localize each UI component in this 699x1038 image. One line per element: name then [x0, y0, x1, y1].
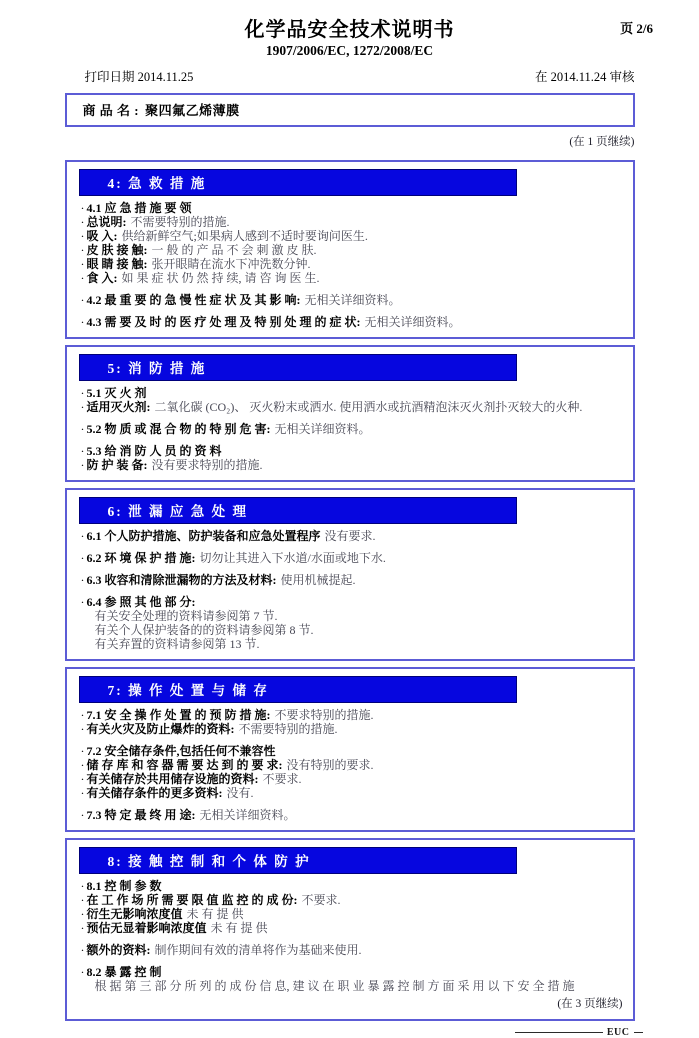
field-value: 不要求. — [262, 772, 302, 786]
field-label: 6.2 环 境 保 护 措 施: — [86, 551, 196, 565]
meta-row — [65, 67, 635, 85]
field-value: 没有要求特别的措施. — [151, 458, 263, 472]
field-label: 有关储存条件的更多资料: — [86, 786, 223, 800]
section-4-line — [79, 315, 623, 329]
bullet-dot: · — [80, 893, 85, 907]
field-label: 5.3 给 消 防 人 员 的 资 料 — [86, 444, 222, 458]
section-box-5 — [65, 345, 635, 482]
field-value: 二氧化碳 (CO₂)、 灭火粉末或洒水. 使用洒水或抗酒精泡沫灭火剂扑灭较大的火种. — [154, 400, 583, 414]
field-value: 无相关详细资料。 — [304, 293, 401, 307]
section-7-line — [79, 758, 623, 772]
section-8-line — [79, 943, 623, 957]
section-4-line — [79, 215, 623, 229]
field-value: 使用机械提起. — [280, 573, 356, 587]
bullet-dot: · — [80, 422, 85, 436]
field-value: 不要求特别的措施. — [274, 708, 374, 722]
bullet-dot: · — [80, 808, 85, 822]
field-label: 6.1 个人防护措施、防护装备和应急处置程序 — [86, 529, 321, 543]
field-value: 没有. — [226, 786, 254, 800]
section-4-line — [79, 201, 623, 215]
section-header-5: 5: 消 防 措 施 — [79, 354, 517, 381]
field-label: 适用灭火剂: — [86, 400, 151, 414]
field-label: 皮 肤 接 触: — [86, 243, 148, 257]
section-6-line — [79, 529, 623, 543]
product-name-box — [65, 93, 635, 127]
field-value: 制作期间有效的清单将作为基础来使用. — [154, 943, 362, 957]
field-label: 7.2 安全储存条件,包括任何不兼容性 — [86, 744, 276, 758]
bullet-dot: · — [80, 293, 85, 307]
section-6-line — [79, 609, 623, 623]
bullet-dot: · — [80, 595, 85, 609]
section-4-line — [79, 293, 623, 307]
field-label: 4.3 需 要 及 时 的 医 疗 处 理 及 特 别 处 理 的 症 状: — [86, 315, 361, 329]
field-label: 5.2 物 质 或 混 合 物 的 特 别 危 害: — [86, 422, 271, 436]
footer-code: EUC — [606, 1027, 630, 1038]
field-value: 有关弃置的资料请参阅第 13 节. — [94, 637, 260, 651]
section-box-7 — [65, 667, 635, 832]
section-4-line — [79, 271, 623, 285]
field-value: 根 据 第 三 部 分 所 列 的 成 份 信 息, 建 议 在 职 业 暴 露 控 制 方 面 采 用 以 下 安 全 措 施 — [94, 979, 575, 993]
bullet-dot: · — [80, 907, 85, 921]
section-4-line — [79, 243, 623, 257]
section-header-6: 6: 泄 漏 应 急 处 理 — [79, 497, 517, 524]
field-label: 4.1 应 急 措 施 要 领 — [86, 201, 192, 215]
field-value: 有关安全处理的资料请参阅第 7 节. — [94, 609, 278, 623]
bullet-dot: · — [80, 573, 85, 587]
bullet-dot: · — [80, 271, 85, 285]
section-box-8 — [65, 838, 635, 1021]
field-value: 切勿让其进入下水道/水面或地下水. — [199, 551, 386, 565]
section-7-line — [79, 786, 623, 800]
sections-container — [65, 160, 635, 1021]
field-label: 7.3 特 定 最 终 用 途: — [86, 808, 196, 822]
field-value: 未 有 提 供 — [186, 907, 244, 921]
field-label: 5.1 灭 火 剂 — [86, 386, 147, 400]
section-7-line — [79, 772, 623, 786]
field-label: 额外的资料: — [86, 943, 151, 957]
bullet-dot: · — [80, 458, 85, 472]
section-8-line — [79, 921, 623, 935]
bullet-dot: · — [80, 215, 85, 229]
continued-from-note: (在 1 页继续) — [569, 136, 635, 148]
continued-note: (在 3 页继续) — [557, 998, 623, 1010]
section-box-4 — [65, 160, 635, 339]
bullet-dot: · — [80, 201, 85, 215]
bullet-dot: · — [80, 772, 85, 786]
field-label: 预估无显着影响浓度值 — [86, 921, 207, 935]
bullet-dot: · — [80, 386, 85, 400]
section-header-7: 7: 操 作 处 置 与 储 存 — [79, 676, 517, 703]
bullet-dot: · — [80, 965, 85, 979]
field-value: 不需要特别的措施. — [130, 215, 230, 229]
section-6-line — [79, 551, 623, 565]
footer-divider-line-short — [634, 1032, 643, 1033]
bullet-dot: · — [80, 315, 85, 329]
bullet-dot: · — [80, 551, 85, 565]
bullet-dot: · — [80, 879, 85, 893]
section-8-line — [79, 907, 623, 921]
section-header-8: 8: 接 触 控 制 和 个 体 防 护 — [79, 847, 517, 874]
field-label: 8.1 控 制 参 数 — [86, 879, 162, 893]
field-value: 有关个人保护装备的的资料请参阅第 8 节. — [94, 623, 314, 637]
field-label: 6.4 参 照 其 他 部 分: — [86, 595, 196, 609]
section-4-line — [79, 257, 623, 271]
section-4-line — [79, 229, 623, 243]
section-8-line — [79, 879, 623, 893]
section-8-line — [79, 979, 623, 993]
bullet-dot: · — [80, 921, 85, 935]
review-date: 在 2014.11.24 审核 — [534, 70, 635, 84]
field-label: 6.3 收容和清除泄漏物的方法及材料: — [86, 573, 277, 587]
field-value: 一 般 的 产 品 不 会 刺 激 皮 肤. — [151, 243, 317, 257]
bullet-dot: · — [80, 744, 85, 758]
field-label: 有关火灾及防止爆炸的资料: — [86, 722, 235, 736]
section-7-line — [79, 708, 623, 722]
field-label: 总说明: — [86, 215, 127, 229]
field-label: 在 工 作 场 所 需 要 限 值 监 控 的 成 份: — [86, 893, 298, 907]
section-6-line — [79, 623, 623, 637]
field-label: 储 存 库 和 容 器 需 要 达 到 的 要 求: — [86, 758, 283, 772]
field-value: 供给新鲜空气;如果病人感到不适时要询问医生. — [121, 229, 368, 243]
section-6-line — [79, 637, 623, 651]
product-name-value: 聚四氟乙烯薄膜 — [145, 103, 240, 118]
bullet-dot: · — [80, 758, 85, 772]
field-label: 衍生无影响浓度值 — [86, 907, 183, 921]
field-value: 不要求. — [301, 893, 341, 907]
section-box-6 — [65, 488, 635, 661]
section-header-4: 4: 急 救 措 施 — [79, 169, 517, 196]
field-label: 8.2 暴 露 控 制 — [86, 965, 162, 979]
product-name-label: 商 品 名 : — [82, 103, 140, 118]
bullet-dot: · — [80, 257, 85, 271]
section-5-line — [79, 386, 623, 400]
page-number: 页 2/6 — [620, 21, 653, 36]
section-7-line — [79, 744, 623, 758]
field-label: 吸 入: — [86, 229, 118, 243]
section-5-line — [79, 458, 623, 472]
section-5-line — [79, 444, 623, 458]
bullet-dot: · — [80, 943, 85, 957]
field-value: 无相关详细资料。 — [364, 315, 461, 329]
document-title: 化学品安全技术说明书 — [244, 19, 455, 41]
field-label: 7.1 安 全 操 作 处 置 的 预 防 措 施: — [86, 708, 271, 722]
field-label: 有关储存於共用储存设施的资料: — [86, 772, 259, 786]
bullet-dot: · — [80, 708, 85, 722]
section-6-line — [79, 573, 623, 587]
field-value: 没有特别的要求. — [286, 758, 374, 772]
section-8-line — [79, 965, 623, 979]
field-value: 无相关详细资料。 — [274, 422, 371, 436]
section-6-line — [79, 595, 623, 609]
bullet-dot: · — [80, 722, 85, 736]
section-5-line — [79, 422, 623, 436]
field-value: 未 有 提 供 — [210, 921, 268, 935]
field-label: 眼 睛 接 触: — [86, 257, 148, 271]
bullet-dot: · — [80, 243, 85, 257]
bullet-dot: · — [80, 529, 85, 543]
field-value: 张开眼睛在流水下冲洗数分钟. — [151, 257, 311, 271]
field-value: 如 果 症 状 仍 然 持 续, 请 咨 询 医 生. — [121, 271, 320, 285]
section-7-line — [79, 808, 623, 822]
print-date: 打印日期 2014.11.25 — [84, 70, 194, 84]
section-7-line — [79, 722, 623, 736]
field-value: 没有要求. — [324, 529, 376, 543]
bullet-dot: · — [80, 400, 85, 414]
bullet-dot: · — [80, 229, 85, 243]
field-value: 无相关详细资料。 — [199, 808, 296, 822]
bullet-dot: · — [80, 444, 85, 458]
field-label: 4.2 最 重 要 的 急 慢 性 症 状 及 其 影 响: — [86, 293, 301, 307]
regulation-subtitle: 1907/2006/EC, 1272/2008/EC — [265, 43, 434, 58]
section-8-line — [79, 893, 623, 907]
footer-code-row — [65, 1027, 643, 1038]
field-value: 不需要特别的措施. — [238, 722, 338, 736]
footer-divider-line — [515, 1032, 603, 1033]
field-label: 防 护 装 备: — [86, 458, 148, 472]
bullet-dot: · — [80, 786, 85, 800]
section-5-line — [79, 400, 623, 414]
field-label: 食 入: — [86, 271, 118, 285]
